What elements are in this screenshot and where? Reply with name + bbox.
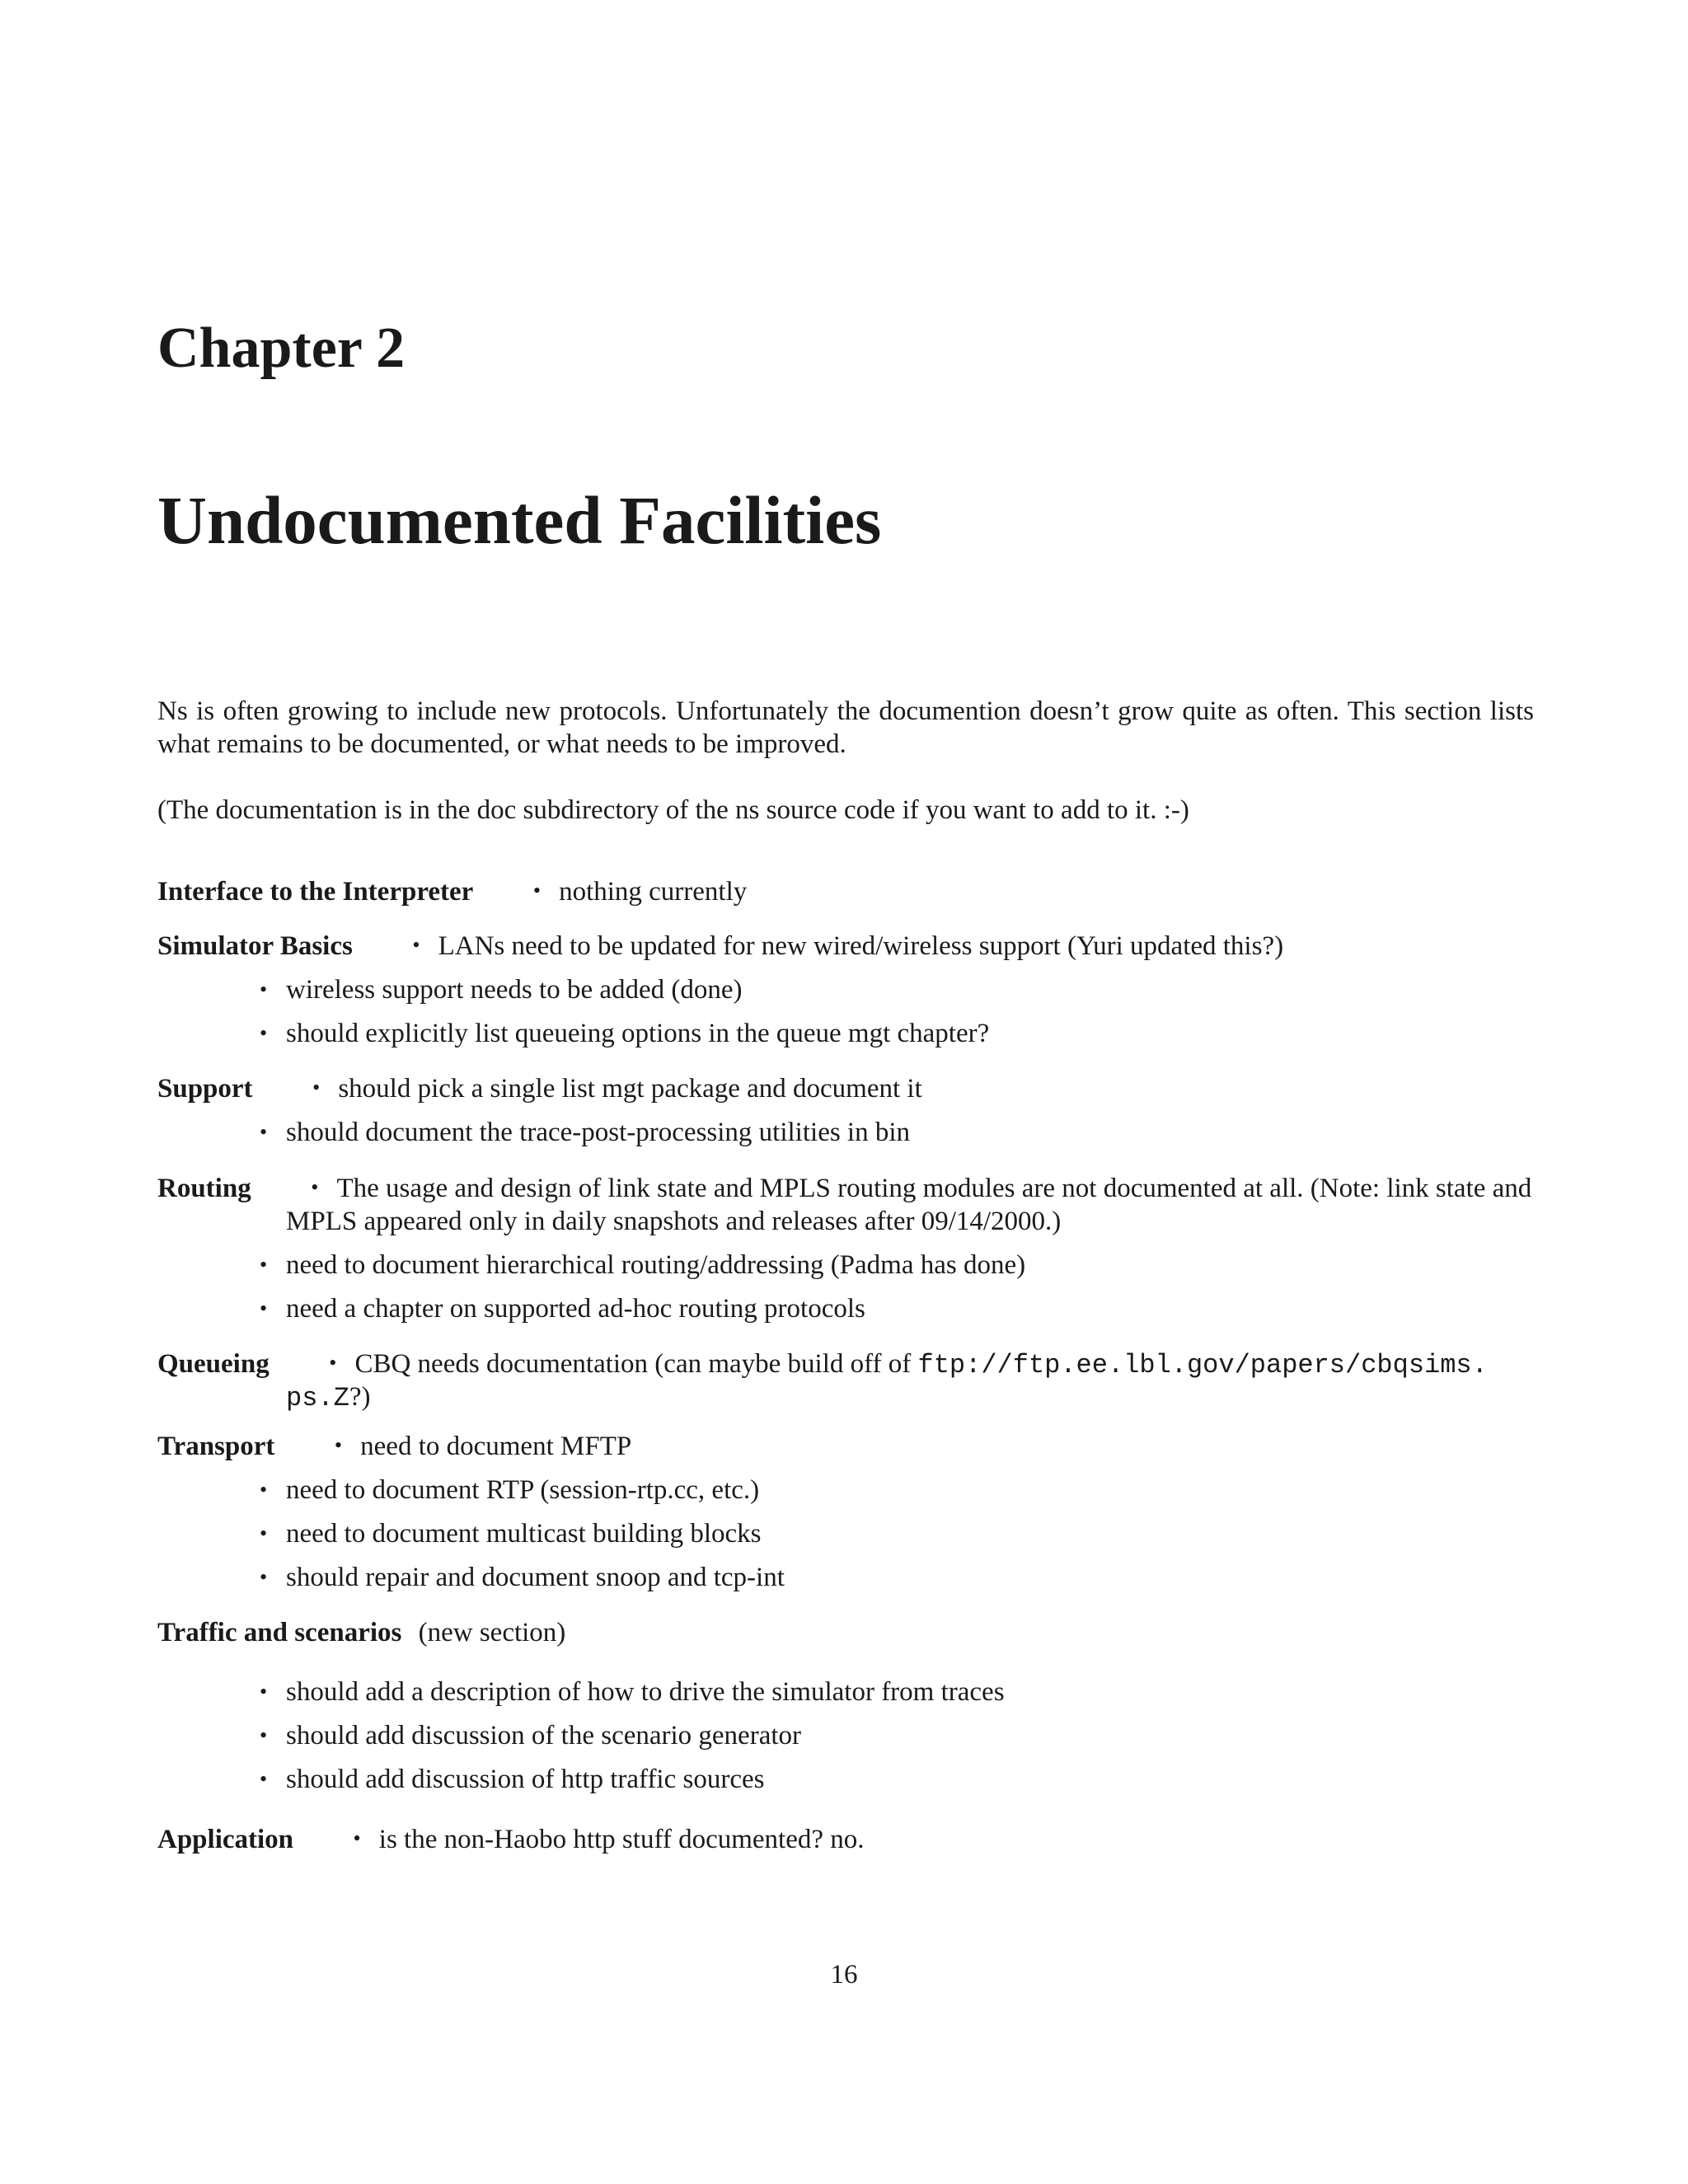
bullet-icon: • — [329, 1351, 337, 1375]
traffic-subitem — [260, 1675, 1534, 1708]
application-item: is the non-Haobo http stuff documented? no. — [378, 1825, 865, 1854]
bullet-icon: • — [260, 1680, 268, 1704]
simulator-basics-term: Simulator Basics — [157, 931, 353, 961]
cbq-url-link[interactable]: ftp://ftp.ee.lbl.gov/papers/cbqsims. — [917, 1350, 1488, 1380]
bullet-icon: • — [260, 977, 268, 1001]
doc-note-paragraph: (The documentation is in the doc subdirectory of the ns source code if you want to add to it. :-) — [157, 795, 1189, 825]
transport-subitem — [260, 1561, 1534, 1594]
queueing-item-continuation — [286, 1380, 1534, 1415]
bullet-icon: • — [312, 1076, 321, 1099]
bullet-icon: • — [260, 1478, 268, 1502]
bullet-icon: • — [260, 1021, 268, 1045]
routing-entry — [157, 1172, 1534, 1207]
transport-subitem — [260, 1517, 1534, 1550]
page-number: 16 — [830, 1960, 858, 1990]
queueing-item-suffix: ?) — [349, 1382, 371, 1412]
traffic-note: (new section) — [418, 1618, 566, 1647]
list-item-text: should repair and document snoop and tcp-int — [286, 1563, 785, 1592]
queueing-term: Queueing — [157, 1349, 270, 1379]
list-item-text: should document the trace-post-processing utilities in bin — [286, 1118, 911, 1147]
traffic-term: Traffic and scenarios — [157, 1618, 402, 1647]
bullet-icon: • — [532, 879, 541, 902]
interpreter-entry — [157, 875, 1534, 910]
support-entry — [157, 1072, 1534, 1107]
routing-item-continuation: MPLS appeared only in daily snapshots and releases after 09/14/2000.) — [286, 1207, 1062, 1236]
bullet-icon: • — [260, 1767, 268, 1791]
cbq-url-link-continuation[interactable]: ps.Z — [286, 1383, 349, 1413]
interpreter-item: nothing currently — [559, 877, 748, 907]
bullet-icon: • — [334, 1433, 343, 1457]
simulator-basics-subitem — [260, 1017, 1534, 1050]
chapter-title: Undocumented Facilities — [157, 482, 882, 558]
simulator-basics-item: LANs need to be updated for new wired/wireless support (Yuri updated this?) — [438, 931, 1284, 961]
transport-item: need to document MFTP — [360, 1432, 632, 1461]
bullet-icon: • — [260, 1521, 268, 1545]
list-item-text: should add discussion of http traffic sources — [286, 1765, 765, 1794]
transport-term: Transport — [157, 1432, 275, 1461]
support-subitem — [260, 1116, 1534, 1149]
bullet-icon: • — [260, 1253, 268, 1277]
list-item-text: wireless support needs to be added (done) — [286, 975, 743, 1005]
bullet-icon: • — [260, 1120, 268, 1144]
transport-entry — [157, 1430, 1534, 1465]
application-term: Application — [157, 1825, 294, 1854]
transport-subitem — [260, 1474, 1534, 1507]
simulator-basics-subitem — [260, 973, 1534, 1006]
traffic-entry — [157, 1616, 1534, 1649]
bullet-icon: • — [260, 1565, 268, 1589]
bullet-icon: • — [412, 933, 420, 957]
support-term: Support — [157, 1074, 253, 1104]
bullet-icon: • — [260, 1296, 268, 1320]
traffic-subitem — [260, 1763, 1534, 1796]
application-entry — [157, 1823, 1534, 1858]
routing-term: Routing — [157, 1174, 251, 1203]
routing-item: The usage and design of link state and MPLS routing modules are not documented at all. (Note: link state and — [336, 1174, 1532, 1203]
interpreter-term: Interface to the Interpreter — [157, 877, 474, 907]
traffic-subitem — [260, 1719, 1534, 1752]
bullet-icon: • — [353, 1826, 361, 1850]
bullet-icon: • — [311, 1175, 319, 1199]
list-item-text: should add a description of how to drive the simulator from traces — [286, 1677, 1005, 1707]
simulator-basics-entry — [157, 930, 1534, 964]
list-item-text: need to document multicast building blocks — [286, 1519, 762, 1549]
list-item-text: should add discussion of the scenario generator — [286, 1721, 802, 1750]
bullet-icon: • — [260, 1723, 268, 1747]
support-item: should pick a single list mgt package and document it — [338, 1074, 922, 1104]
chapter-label: Chapter 2 — [157, 316, 406, 380]
queueing-entry — [157, 1347, 1534, 1382]
routing-subitem — [260, 1292, 1534, 1325]
queueing-item-prefix: CBQ needs documentation (can maybe build off of — [354, 1349, 918, 1379]
list-item-text: should explicitly list queueing options in the queue mgt chapter? — [286, 1019, 990, 1048]
list-item-text: need to document hierarchical routing/addressing (Padma has done) — [286, 1250, 1026, 1280]
intro-paragraph: Ns is often growing to include new protocols. Unfortunately the documention doesn’t grow quite as often. This section lists what remains to be documented, or what needs to be improved. — [157, 696, 1534, 759]
list-item-text: need a chapter on supported ad-hoc routing protocols — [286, 1294, 865, 1324]
list-item-text: need to document RTP (session-rtp.cc, etc.) — [286, 1475, 760, 1505]
routing-subitem — [260, 1249, 1534, 1282]
